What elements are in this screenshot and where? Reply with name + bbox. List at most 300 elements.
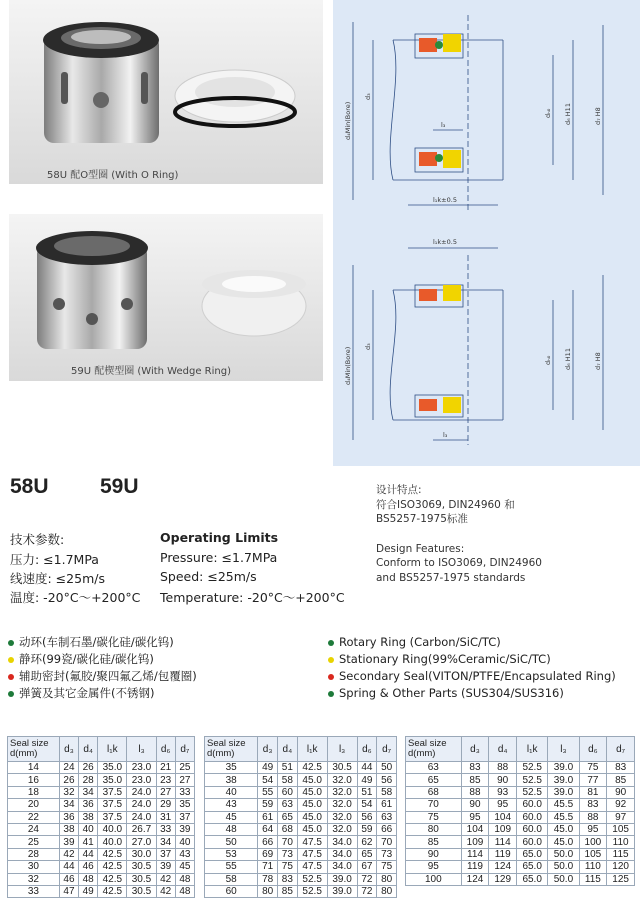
table-cell: 37.5 (98, 799, 127, 811)
seal-size-cell: 60 (205, 885, 258, 897)
drawing-svg (333, 0, 640, 466)
table-cell: 88 (461, 786, 489, 798)
table-cell: 27.0 (127, 836, 156, 848)
table-cell: 47.5 (297, 836, 327, 848)
table-cell: 45.5 (548, 811, 579, 823)
table-cell: 55 (258, 786, 278, 798)
material-cn-item: 弹簧及其它金属件(不锈钢) (8, 685, 197, 702)
seal-size-cell: 20 (8, 799, 60, 811)
table-cell: 32.0 (327, 811, 357, 823)
table-cell: 38 (59, 823, 78, 835)
table-row (205, 823, 397, 835)
model-59u: 59U (100, 475, 139, 498)
table-cell: 42 (59, 848, 78, 860)
seal-size-cell: 32 (8, 873, 60, 885)
limit-cn-temp: 温度: -20°C～+200°C (10, 590, 141, 605)
table-cell: 52.5 (517, 786, 548, 798)
table-cell: 33 (156, 823, 175, 835)
table-cell: 47.5 (297, 848, 327, 860)
column-header: d₄ (79, 737, 98, 762)
table-cell: 75 (579, 762, 607, 774)
table-cell: 124 (489, 861, 517, 873)
table-cell: 68 (277, 823, 297, 835)
table-cell: 45.0 (297, 811, 327, 823)
table-cell: 92 (607, 799, 635, 811)
table-cell: 35.0 (98, 774, 127, 786)
table-row (205, 811, 397, 823)
table-row (406, 799, 635, 811)
top-dh11-label: d₆ H11 (564, 103, 572, 125)
table-cell: 83 (277, 873, 297, 885)
table-cell: 119 (489, 848, 517, 860)
seal-59u-image (9, 214, 323, 381)
table-cell: 115 (579, 873, 607, 885)
table-row (8, 823, 195, 835)
caption-58u: 58U 配O型圈 (With O Ring) (47, 170, 179, 181)
table-cell: 88 (579, 811, 607, 823)
column-header: l₁k (517, 737, 548, 762)
top-dh-label: dₕ₀ (544, 108, 552, 118)
seal-size-cell: 48 (205, 823, 258, 835)
table-cell: 62 (357, 836, 377, 848)
table-cell: 124 (461, 873, 489, 885)
column-header: d₆ (357, 737, 377, 762)
table-cell: 60.0 (517, 799, 548, 811)
table-row (8, 885, 195, 897)
top-l1k-label: l₁k±0.5 (433, 196, 457, 204)
table-cell: 65 (357, 848, 377, 860)
table-cell: 48 (175, 873, 194, 885)
table-row (205, 848, 397, 860)
table-cell: 30.0 (127, 848, 156, 860)
table-cell: 129 (489, 873, 517, 885)
table-cell: 50.0 (548, 873, 579, 885)
design-en-line1: Conform to ISO3069, DIN24960 (376, 557, 542, 569)
table-cell: 100 (579, 836, 607, 848)
table-cell: 42.5 (98, 848, 127, 860)
design-en-title: Design Features: (376, 542, 465, 555)
seal-size-cell: 80 (406, 823, 462, 835)
table-row (406, 836, 635, 848)
seal-size-cell: 55 (205, 861, 258, 873)
bottom-dh8-label: d₇ H8 (594, 352, 602, 370)
limit-en-speed: Speed: ≤25m/s (160, 569, 257, 584)
table-cell: 109 (489, 823, 517, 835)
column-header: d₃ (461, 737, 489, 762)
table-cell: 40 (175, 836, 194, 848)
table-cell: 45.0 (548, 836, 579, 848)
table-cell: 21 (156, 762, 175, 774)
table-cell: 85 (461, 774, 489, 786)
seal-size-cell: 33 (8, 885, 60, 897)
table-cell: 27 (156, 786, 175, 798)
table-cell: 39.0 (548, 786, 579, 798)
table-cell: 63 (377, 811, 397, 823)
seal-size-cell: 22 (8, 811, 60, 823)
column-header: d₆ (579, 737, 607, 762)
table-cell: 93 (489, 786, 517, 798)
table-cell: 52.5 (517, 762, 548, 774)
seal-size-cell: 35 (205, 762, 258, 774)
table-cell: 30.5 (327, 762, 357, 774)
table-cell: 36 (79, 799, 98, 811)
table-cell: 30.5 (127, 873, 156, 885)
table-cell: 35 (175, 799, 194, 811)
limit-cn-speed: 线速度: ≤25m/s (10, 571, 105, 586)
model-58u: 58U (10, 475, 49, 498)
table-cell: 35.0 (98, 762, 127, 774)
table-cell: 72 (357, 873, 377, 885)
table-cell: 78 (258, 873, 278, 885)
table-cell: 23 (156, 774, 175, 786)
table-cell: 37.5 (98, 811, 127, 823)
table-cell: 39.0 (548, 762, 579, 774)
limits-cn-title: 技术参数: (10, 532, 65, 547)
table-cell: 50.0 (548, 848, 579, 860)
table-cell: 39 (156, 861, 175, 873)
design-en-line2: and BS5257-1975 standards (376, 571, 526, 584)
table-cell: 114 (461, 848, 489, 860)
table-cell: 52.5 (297, 885, 327, 897)
table-cell: 39.0 (327, 873, 357, 885)
table-cell: 37 (156, 848, 175, 860)
size-table (405, 736, 635, 886)
material-cn-item: 辅助密封(氟胶/聚四氟乙烯/包覆圈) (8, 668, 197, 685)
table-cell: 80 (258, 885, 278, 897)
table-row (406, 811, 635, 823)
table-cell: 39 (59, 836, 78, 848)
design-cn-line2: BS5257-1975标准 (376, 513, 468, 525)
table-cell: 71 (258, 861, 278, 873)
table-cell: 66 (258, 836, 278, 848)
table-cell: 36 (59, 811, 78, 823)
table-cell: 115 (607, 848, 635, 860)
table-cell: 34 (79, 786, 98, 798)
seal-size-cell: 43 (205, 799, 258, 811)
table-cell: 114 (489, 836, 517, 848)
table-cell: 24.0 (127, 799, 156, 811)
bullet-icon (8, 691, 14, 697)
limit-cn-pressure: 压力: ≤1.7MPa (10, 552, 99, 567)
table-cell: 50 (377, 762, 397, 774)
table-cell: 32.0 (327, 799, 357, 811)
table-cell: 33 (175, 786, 194, 798)
table-cell: 77 (579, 774, 607, 786)
table-cell: 75 (377, 861, 397, 873)
seal-size-cell: 24 (8, 823, 60, 835)
bottom-l1k-label: l₁k±0.5 (433, 238, 457, 246)
table-cell: 60.0 (517, 811, 548, 823)
table-cell: 110 (607, 836, 635, 848)
table-row (8, 836, 195, 848)
column-header: d₇ (607, 737, 635, 762)
seal-58u-image (9, 0, 323, 184)
bottom-d3-label: d₃ (364, 343, 372, 350)
design-cn-title: 设计特点: (376, 484, 422, 496)
table-cell: 97 (607, 811, 635, 823)
table-cell: 80 (377, 885, 397, 897)
table-cell: 52.5 (517, 774, 548, 786)
table-row (8, 848, 195, 860)
table-cell: 51 (357, 786, 377, 798)
table-row (8, 861, 195, 873)
table-cell: 56 (377, 774, 397, 786)
table-cell: 45.0 (297, 786, 327, 798)
size-table (204, 736, 397, 898)
table-cell: 61 (377, 799, 397, 811)
bottom-dh11-label: d₆ H11 (564, 348, 572, 370)
table-header-row (8, 737, 195, 762)
materials-en (328, 634, 616, 702)
seal-size-cell: 68 (406, 786, 462, 798)
caption-59u: 59U 配楔型圈 (With Wedge Ring) (71, 366, 231, 377)
table-cell: 43 (175, 848, 194, 860)
seal-size-header: Seal size d(mm) (8, 737, 60, 762)
table-cell: 42.5 (98, 873, 127, 885)
seal-size-cell: 16 (8, 774, 60, 786)
table-cell: 70 (377, 836, 397, 848)
table-cell: 28 (79, 774, 98, 786)
table-cell: 95 (489, 799, 517, 811)
table-cell: 46 (79, 861, 98, 873)
table-row (8, 811, 195, 823)
table-cell: 56 (357, 811, 377, 823)
table-cell: 60.0 (517, 823, 548, 835)
table-cell: 45.5 (548, 799, 579, 811)
table-row (8, 799, 195, 811)
column-header: l₃ (327, 737, 357, 762)
table-cell: 34 (156, 836, 175, 848)
table-cell: 110 (579, 861, 607, 873)
seal-size-cell: 53 (205, 848, 258, 860)
table-cell: 120 (607, 861, 635, 873)
table-row (8, 774, 195, 786)
bullet-icon (328, 657, 334, 663)
seal-size-cell: 90 (406, 848, 462, 860)
bullet-icon (328, 640, 334, 646)
table-cell: 44 (59, 861, 78, 873)
table-cell: 27 (175, 774, 194, 786)
table-cell: 95 (579, 823, 607, 835)
table-cell: 45.0 (548, 823, 579, 835)
table-row (8, 762, 195, 774)
column-header: d₄ (277, 737, 297, 762)
bottom-bore-label: d₄Min(Bore) (344, 346, 352, 385)
table-cell: 42 (156, 873, 175, 885)
table-cell: 24 (59, 762, 78, 774)
table-cell: 67 (357, 861, 377, 873)
table-cell: 32.0 (327, 823, 357, 835)
table-header-row (205, 737, 397, 762)
table-cell: 81 (579, 786, 607, 798)
table-cell: 58 (377, 786, 397, 798)
table-cell: 34.0 (327, 861, 357, 873)
table-cell: 90 (607, 786, 635, 798)
table-cell: 52.5 (297, 873, 327, 885)
table-cell: 44 (79, 848, 98, 860)
table-cell: 40 (79, 823, 98, 835)
table-cell: 85 (277, 885, 297, 897)
table-row (406, 848, 635, 860)
table-cell: 45.0 (297, 799, 327, 811)
table-cell: 83 (461, 762, 489, 774)
table-header-row (406, 737, 635, 762)
table-cell: 45 (175, 861, 194, 873)
seal-size-header: Seal size d(mm) (406, 737, 462, 762)
table-cell: 34.0 (327, 848, 357, 860)
table-cell: 42.5 (297, 762, 327, 774)
table-cell: 104 (461, 823, 489, 835)
size-table (7, 736, 195, 898)
bottom-l3-label: l₃ (443, 431, 448, 439)
seal-size-cell: 28 (8, 848, 60, 860)
seal-size-cell: 95 (406, 861, 462, 873)
seal-size-cell: 18 (8, 786, 60, 798)
table-cell: 40.0 (98, 823, 127, 835)
material-en-item: Stationary Ring(99%Ceramic/SiC/TC) (328, 651, 616, 668)
seal-size-cell: 30 (8, 861, 60, 873)
seal-size-cell: 65 (406, 774, 462, 786)
column-header: d₃ (258, 737, 278, 762)
design-features (376, 483, 636, 585)
column-header: d₆ (156, 737, 175, 762)
table-cell: 125 (607, 873, 635, 885)
materials-cn (8, 634, 197, 702)
table-cell: 88 (489, 762, 517, 774)
material-en-item: Secondary Seal(VITON/PTFE/Encapsulated Ring) (328, 668, 616, 685)
bullet-icon (328, 691, 334, 697)
table-cell: 30.5 (127, 885, 156, 897)
table-row (406, 774, 635, 786)
top-d3-label: d₃ (364, 93, 372, 100)
seal-size-cell: 75 (406, 811, 462, 823)
design-cn-line1: 符合ISO3069, DIN24960 和 (376, 498, 515, 511)
table-cell: 24.0 (127, 786, 156, 798)
table-row (205, 762, 397, 774)
table-cell: 32 (59, 786, 78, 798)
table-cell: 45.0 (297, 774, 327, 786)
table-row (406, 762, 635, 774)
table-cell: 32.0 (327, 786, 357, 798)
material-en-item: Spring & Other Parts (SUS304/SUS316) (328, 685, 616, 702)
table-cell: 47.5 (297, 861, 327, 873)
table-cell: 109 (461, 836, 489, 848)
table-cell: 83 (607, 762, 635, 774)
table-cell: 38 (79, 811, 98, 823)
column-header: d₇ (175, 737, 194, 762)
table-cell: 54 (258, 774, 278, 786)
table-cell: 69 (258, 848, 278, 860)
table-cell: 95 (461, 811, 489, 823)
table-cell: 39.0 (327, 885, 357, 897)
table-cell: 105 (579, 848, 607, 860)
table-cell: 23.0 (127, 762, 156, 774)
column-header: d₄ (489, 737, 517, 762)
limit-en-pressure: Pressure: ≤1.7MPa (160, 550, 278, 565)
top-l3-label: l₃ (441, 121, 446, 129)
table-cell: 40.0 (98, 836, 127, 848)
column-header: d₃ (59, 737, 78, 762)
table-cell: 60.0 (517, 836, 548, 848)
photo-59u (9, 214, 323, 381)
table-cell: 83 (579, 799, 607, 811)
table-cell: 104 (489, 811, 517, 823)
table-cell: 65.0 (517, 873, 548, 885)
table-cell: 46 (59, 873, 78, 885)
table-cell: 61 (258, 811, 278, 823)
material-cn-item: 静环(99瓷/碳化硅/碳化钨) (8, 651, 197, 668)
material-cn-item: 动环(车制石墨/碳化硅/碳化钨) (8, 634, 197, 651)
table-cell: 42.5 (98, 861, 127, 873)
photo-58u (9, 0, 323, 184)
bullet-icon (8, 657, 14, 663)
table-cell: 25 (175, 762, 194, 774)
table-cell: 65.0 (517, 848, 548, 860)
table-cell: 119 (461, 861, 489, 873)
column-header: l₁k (98, 737, 127, 762)
seal-size-cell: 58 (205, 873, 258, 885)
top-dh8-label: d₇ H8 (594, 107, 602, 125)
table-cell: 49 (79, 885, 98, 897)
table-cell: 65.0 (517, 861, 548, 873)
bullet-icon (328, 674, 334, 680)
table-cell: 37 (175, 811, 194, 823)
table-cell: 60 (277, 786, 297, 798)
seal-size-cell: 45 (205, 811, 258, 823)
table-cell: 47 (59, 885, 78, 897)
table-cell: 66 (377, 823, 397, 835)
table-cell: 54 (357, 799, 377, 811)
table-row (8, 873, 195, 885)
table-row (205, 873, 397, 885)
seal-size-cell: 38 (205, 774, 258, 786)
table-cell: 26 (59, 774, 78, 786)
table-row (406, 873, 635, 885)
table-cell: 45.0 (297, 823, 327, 835)
table-cell: 42.5 (98, 885, 127, 897)
column-header: l₁k (297, 737, 327, 762)
table-cell: 49 (258, 762, 278, 774)
table-cell: 23.0 (127, 774, 156, 786)
table-cell: 32.0 (327, 774, 357, 786)
table-cell: 30.5 (127, 861, 156, 873)
table-cell: 63 (277, 799, 297, 811)
seal-size-cell: 25 (8, 836, 60, 848)
table-cell: 24.0 (127, 811, 156, 823)
table-cell: 65 (277, 811, 297, 823)
table-row (205, 774, 397, 786)
table-cell: 39 (175, 823, 194, 835)
seal-size-cell: 40 (205, 786, 258, 798)
technical-drawing (333, 0, 640, 466)
table-cell: 34.0 (327, 836, 357, 848)
table-cell: 31 (156, 811, 175, 823)
table-row (406, 786, 635, 798)
table-cell: 26.7 (127, 823, 156, 835)
table-row (406, 823, 635, 835)
seal-size-cell: 100 (406, 873, 462, 885)
seal-size-cell: 63 (406, 762, 462, 774)
table-cell: 34 (59, 799, 78, 811)
column-header: l₃ (127, 737, 156, 762)
table-cell: 73 (377, 848, 397, 860)
table-cell: 80 (377, 873, 397, 885)
seal-size-header: Seal size d(mm) (205, 737, 258, 762)
seal-size-cell: 85 (406, 836, 462, 848)
table-row (205, 799, 397, 811)
table-cell: 72 (357, 885, 377, 897)
table-cell: 44 (357, 762, 377, 774)
